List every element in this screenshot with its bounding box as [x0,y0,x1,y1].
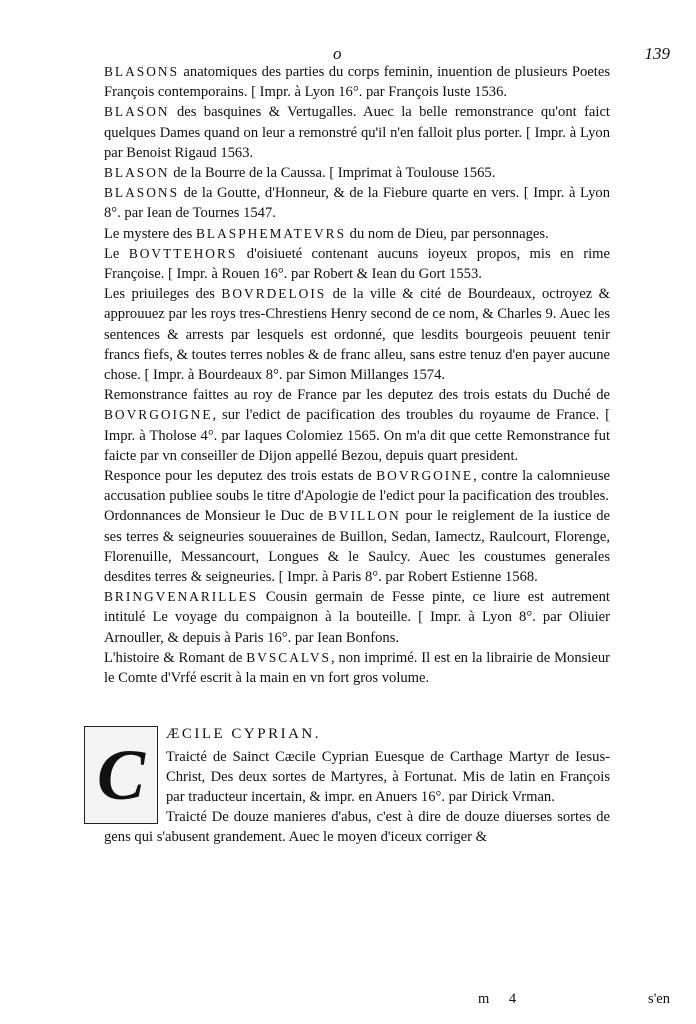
entry: L'histoire & Romant de BVSCALVS, non imprimé. Il est en la librairie de Monsieur le Comte d'Vrfé escrit à la main en vn fort gros volume. [104,649,611,687]
entry: Les priuileges des BOVRDELOIS de la ville & cité de Bourdeaux, octroyez & approuuez par les roys tres-Chrestiens Henry second de ce nom, & Charles 9. Auec les sentences & arrests par lesquels est ordonné, que lesdits bourgeois peuuent tenir francs fiefs, & toutes terres nobles & de franc alleu, sans estre tenuz d'en payer aucune chose. [ Impr. à Bourdeaux 8°. par Simon Millanges 1574. [104,286,610,384]
entry: Traicté de Sainct Cæcile Cyprian Euesque de Carthage Martyr de Iesus-Christ, Des deux sortes de Martyres, à Fortunat. Mis de latin en François par traducteur incertain, & impr. en Anuers 16°. par Dirick Vrman. [166,748,610,805]
section-heading: ÆCILE CYPRIAN. [166,726,322,743]
page-number: 139 [644,44,670,63]
signature-mark: m 4 [478,991,525,1007]
entry: Ordonnances de Monsieur le Duc de BVILLON pour le reiglement de la iustice de ses terres & seigneuries souueraines de Buillon, Sedan, Iamectz, Raulcourt, Florenge, Florenuille, Messancourt, Longues & le Saulcy. Auec les coustumes generales desdites terres & seigneuries. [ Impr. à Paris 8°. par Robert Estienne 1568. [104,508,610,586]
entry: Le BOVTTEHORS d'oisiueté contenant aucuns ioyeux propos, mis en rime Françoise. [ Impr. à Rouen 16°. par Robert & Iean du Gort 1553. [104,245,610,283]
entry: Le mystere des BLASPHEMATEVRS du nom de Dieu, par personnages. [104,225,549,242]
entry: BLASONS de la Goutte, d'Honneur, & de la Fiebure quarte en vers. [ Impr. à Lyon 8°. par Iean de Tournes 1547. [104,185,610,222]
ornamental-initial: C [84,726,158,824]
entry: BLASONS anatomiques des parties du corps feminin, inuention de plusieurs Poetes François contemporains. [ Impr. à Lyon 16°. par François Iuste 1536. [104,64,610,101]
section-gap [104,688,610,724]
entry: BLASON des basquines & Vertugalles. Auec la belle remonstrance qu'ont faict quelques Dames quand on leur a remonstré qu'il n'en falloit plus porter. [ Impr. à Lyon par Benoist Rigaud 1563. [104,104,610,161]
entry: Responce pour les deputez des trois estats de BOVRGOINE, contre la calomnieuse accusation publiee soubs le titre d'Apologie de l'edict pour la pacification des troubles. [104,468,611,505]
entry: Traicté De douze manieres d'abus, c'est à dire de douze diuerses sortes de gens qui s'abusent grandement. Auec le moyen d'iceux corriger & [104,809,610,846]
header-mark: o [333,44,342,63]
entry: BLASON de la Bourre de la Caussa. [ Imprimat à Toulouse 1565. [104,165,496,182]
entry: BRINGVENARILLES Cousin germain de Fesse pinte, ce liure est autrement intitulé Le voyage du compaignon à la bouteille. [ Impr. à Lyon 8°. par Oliuier Arnouller, & depuis à Paris 16°. par Iean Bonfons. [104,589,610,646]
catchword: s'en [648,991,670,1007]
entry: Remonstrance faittes au roy de France par les deputez des trois estats du Duché de BOVRGOIGNE, sur l'edict de pacification des troubles du royaume de France. [ Impr. à Tholose 4°. par Iaques Colomiez 1565. On m'a dit que cette Remonstrance fut faicte par vn conseiller de Dijon appellé Bezou, depuis quart president. [104,387,610,464]
entries-column [96,62,611,848]
cyprian-section [96,724,610,847]
